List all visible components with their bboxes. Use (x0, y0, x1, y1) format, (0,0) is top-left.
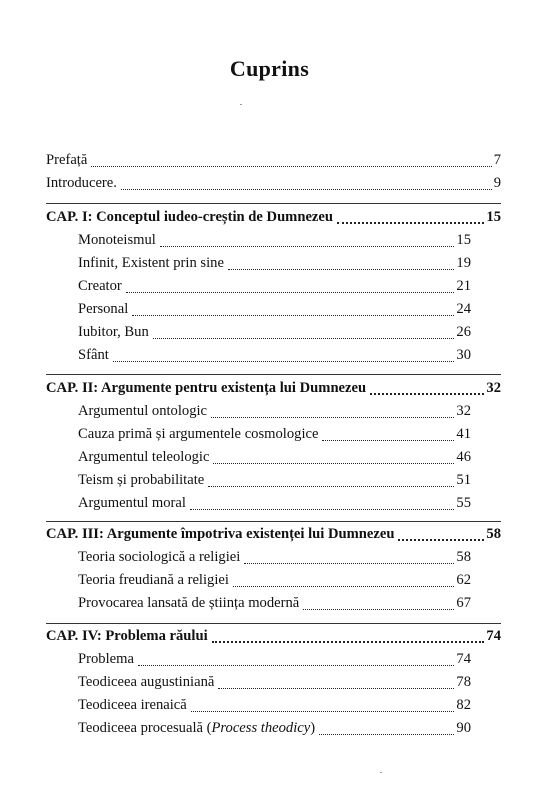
toc-entry-page: 19 (456, 255, 471, 271)
toc-entry-label: Argumentul ontologic (78, 403, 208, 419)
toc-entry-page: 62 (456, 572, 471, 588)
dot-leader (160, 232, 455, 247)
dot-leader (303, 595, 454, 610)
dot-leader (138, 651, 454, 666)
chapter-title: CAP. II: Argumente pentru existența lui Dumnezeu (46, 380, 367, 396)
toc-entry-label: Cauza primă și argumentele cosmologice (78, 426, 319, 442)
toc-entry-label: Iubitor, Bun (78, 324, 149, 340)
toc-entry-page: 67 (456, 595, 471, 611)
toc-entry-label: Introducere. (46, 175, 117, 191)
toc-entry (78, 253, 471, 273)
toc-entry-page: 41 (456, 426, 471, 442)
dot-leader (153, 324, 455, 339)
dot-leader (233, 572, 454, 587)
toc-entry-label: Teodiceea procesuală (Process theodicy) (78, 720, 316, 736)
dot-leader (218, 674, 454, 689)
chapter-heading-1 (46, 207, 501, 227)
chapter-heading-2 (46, 378, 501, 398)
toc-entry-preface (46, 150, 501, 170)
toc-entry-label: Teoria sociologică a religiei (78, 549, 241, 565)
toc-entry-label: Teodiceea irenaică (78, 697, 187, 713)
toc-entry (78, 547, 471, 567)
section-divider (46, 203, 501, 204)
toc-entry (78, 230, 471, 250)
toc-entry-page: 90 (456, 720, 471, 736)
toc-entry (78, 470, 471, 490)
toc-entry-page: 78 (456, 674, 471, 690)
dot-leader (132, 301, 454, 316)
toc-entry (78, 672, 471, 692)
toc-entry-page: 26 (456, 324, 471, 340)
toc-entry-label: Prefață (46, 152, 88, 168)
toc-entry-page: 46 (456, 449, 471, 465)
toc-entry (78, 322, 471, 342)
toc-entry (78, 718, 471, 738)
toc-entry-label: Personal (78, 301, 129, 317)
dot-leader (212, 627, 485, 643)
dot-leader (370, 379, 484, 395)
toc-entry-page: 7 (493, 152, 501, 168)
dot-leader (121, 175, 492, 190)
toc-entry-page: 15 (456, 232, 471, 248)
chapter-heading-3 (46, 524, 501, 544)
dot-leader (244, 549, 454, 564)
toc-entry-page: 58 (456, 549, 471, 565)
toc-entry (78, 401, 471, 421)
dot-leader (319, 720, 454, 735)
section-divider (46, 521, 501, 522)
dot-leader (228, 255, 454, 270)
dot-leader (208, 472, 454, 487)
toc-entry-page: 51 (456, 472, 471, 488)
section-divider (46, 374, 501, 375)
chapter-page: 15 (486, 209, 501, 225)
chapter-page: 32 (486, 380, 501, 396)
toc-entry-label: Monoteismul (78, 232, 156, 248)
toc-entry-label: Problema (78, 651, 134, 667)
toc-entry-page: 55 (456, 495, 471, 511)
dot-leader (191, 697, 455, 712)
toc-entry-introduction (46, 173, 501, 193)
section-divider (46, 623, 501, 624)
page-title: Cuprins (229, 56, 310, 81)
dot-leader (211, 403, 454, 418)
chapter-heading-4 (46, 626, 501, 646)
toc-entry-label: Infinit, Existent prin sine (78, 255, 224, 271)
scan-speck (380, 772, 382, 773)
toc-entry-label: Sfânt (78, 347, 109, 363)
dot-leader (126, 278, 455, 293)
toc-entry-page: 9 (493, 175, 501, 191)
toc-entry-label: Argumentul teleologic (78, 449, 210, 465)
toc-entry-label: Provocarea lansată de știința modernă (78, 595, 300, 611)
toc-entry (78, 345, 471, 365)
toc-entry-page: 82 (456, 697, 471, 713)
toc-entry-page: 24 (456, 301, 471, 317)
dot-leader (322, 426, 454, 441)
dot-leader (213, 449, 454, 464)
chapter-page: 58 (486, 526, 501, 542)
toc-entry-label: Teism și probabilitate (78, 472, 205, 488)
dot-leader (91, 152, 491, 167)
toc-entry (78, 424, 471, 444)
dot-leader (113, 347, 455, 362)
toc-entry-page: 30 (456, 347, 471, 363)
toc-entry (78, 695, 471, 715)
dot-leader (398, 525, 484, 541)
toc-entry (78, 570, 471, 590)
scan-speck (240, 104, 242, 105)
toc-entry-label: Argumentul moral (78, 495, 186, 511)
toc-entry (78, 447, 471, 467)
toc-entry-page: 21 (456, 278, 471, 294)
chapter-title: CAP. III: Argumente împotriva existenței lui Dumnezeu (46, 526, 395, 542)
chapter-title: CAP. IV: Problema răului (46, 628, 208, 644)
toc-entry (78, 299, 471, 319)
dot-leader (337, 208, 484, 224)
toc-entry (78, 649, 471, 669)
toc-entry-label: Creator (78, 278, 122, 294)
toc-entry-page: 74 (456, 651, 471, 667)
chapter-title: CAP. I: Conceptul iudeo-creștin de Dumnezeu (46, 209, 334, 225)
toc-entry-page: 32 (456, 403, 471, 419)
toc-entry-label: Teodiceea augustiniană (78, 674, 215, 690)
toc-entry-label: Teoria freudiană a religiei (78, 572, 229, 588)
dot-leader (190, 495, 454, 510)
toc-entry (78, 493, 471, 513)
chapter-page: 74 (486, 628, 501, 644)
toc-entry (78, 593, 471, 613)
toc-entry (78, 276, 471, 296)
